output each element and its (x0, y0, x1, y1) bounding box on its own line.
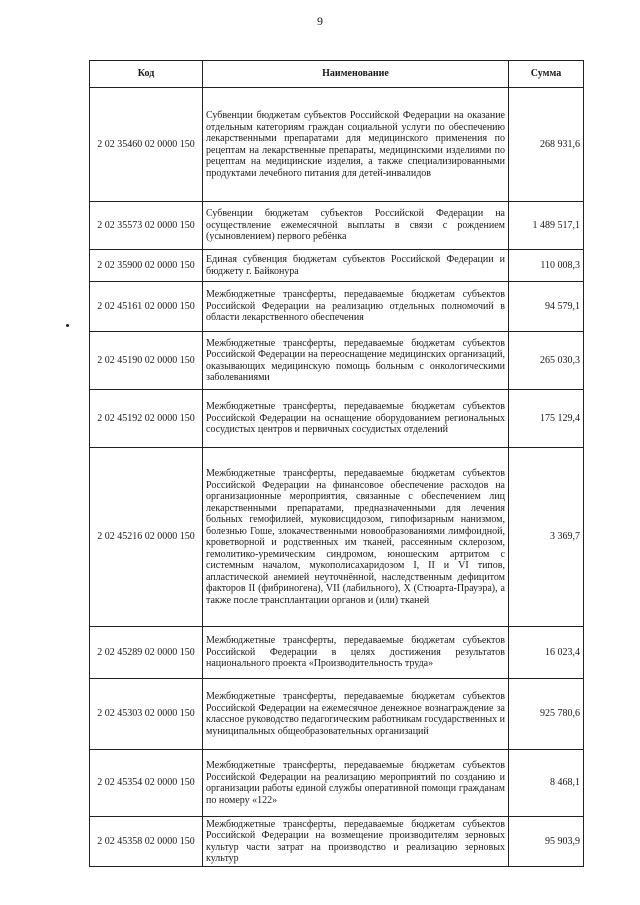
scan-artifact-dot (66, 324, 69, 327)
table-row (90, 88, 584, 202)
header-row (90, 61, 584, 88)
row-sum: 16 023,4 (509, 627, 584, 679)
row-code: 2 02 45354 02 0000 150 (90, 750, 203, 817)
table-row (90, 250, 584, 282)
table-row (90, 282, 584, 332)
row-code: 2 02 45192 02 0000 150 (90, 390, 203, 448)
column-header-sum: Сумма (509, 61, 584, 88)
table-row (90, 332, 584, 390)
page-number: 9 (317, 14, 323, 28)
row-sum: 268 931,6 (509, 88, 584, 202)
row-code: 2 02 45303 02 0000 150 (90, 679, 203, 750)
row-code: 2 02 35460 02 0000 150 (90, 88, 203, 202)
column-header-name: Наименование (203, 61, 509, 88)
row-name: Субвенции бюджетам субъектов Российской Федерации на осуществление ежемесячной выплаты в связи с рождением (усыновлением) первого ребёнка (203, 202, 509, 250)
row-name: Межбюджетные трансферты, передаваемые бюджетам субъектов Российской Федерации на финансовое обеспечение расходов на организационные мероприятия, связанные с обеспечением лиц лекарственными препаратами, предназначенными для лечения больных гемофилией, муковисцидозом, гипофизарным нанизмом, болезнью Гоше, злокачественными новообразованиями лимфоидной, кроветворной и родственных им тканей, рассеянным склерозом, гемолитико-уремическим синдромом, юношеским артритом с системным началом, мукополисахаридозом I, II и VI типов, апластической анемией неуточнённой, наследственным дефицитом факторов II (фибриногена), VII (лабильного), X (Стюарта-Прауэра), а также после трансплантации органов и (или) тканей (203, 448, 509, 627)
row-sum: 175 129,4 (509, 390, 584, 448)
row-sum: 94 579,1 (509, 282, 584, 332)
table-row (90, 750, 584, 817)
row-name: Межбюджетные трансферты, передаваемые бюджетам субъектов Российской Федерации в целях достижения результатов национального проекта «Производительность труда» (203, 627, 509, 679)
table-row (90, 817, 584, 867)
row-code: 2 02 35900 02 0000 150 (90, 250, 203, 282)
row-sum: 3 369,7 (509, 448, 584, 627)
row-name: Межбюджетные трансферты, передаваемые бюджетам субъектов Российской Федерации на реализацию мероприятий по созданию и организации работы единой службы оперативной помощи гражданам по номеру «122» (203, 750, 509, 817)
row-name: Межбюджетные трансферты, передаваемые бюджетам субъектов Российской Федерации на переоснащение медицинских организаций, оказывающих медицинскую помощь больным с онкологическими заболеваниями (203, 332, 509, 390)
row-name: Межбюджетные трансферты, передаваемые бюджетам субъектов Российской Федерации на реализацию отдельных полномочий в области лекарственного обеспечения (203, 282, 509, 332)
row-code: 2 02 45358 02 0000 150 (90, 817, 203, 867)
table-row (90, 448, 584, 627)
column-header-code: Код (90, 61, 203, 88)
table-row (90, 390, 584, 448)
row-sum: 110 008,3 (509, 250, 584, 282)
table-row (90, 627, 584, 679)
table-header (90, 61, 584, 88)
row-code: 2 02 45216 02 0000 150 (90, 448, 203, 627)
row-sum: 8 468,1 (509, 750, 584, 817)
budget-table (89, 60, 584, 867)
row-sum: 265 030,3 (509, 332, 584, 390)
table-body (90, 88, 584, 867)
row-name: Межбюджетные трансферты, передаваемые бюджетам субъектов Российской Федерации на ежемесячное денежное вознаграждение за классное руководство педагогическим работникам государственных и муниципальных общеобразовательных организаций (203, 679, 509, 750)
table-row (90, 679, 584, 750)
row-sum: 1 489 517,1 (509, 202, 584, 250)
row-code: 2 02 35573 02 0000 150 (90, 202, 203, 250)
row-name: Единая субвенция бюджетам субъектов Российской Федерации и бюджету г. Байконура (203, 250, 509, 282)
row-code: 2 02 45190 02 0000 150 (90, 332, 203, 390)
table-row (90, 202, 584, 250)
row-code: 2 02 45289 02 0000 150 (90, 627, 203, 679)
row-name: Межбюджетные трансферты, передаваемые бюджетам субъектов Российской Федерации на возмещение производителям зерновых культур части затрат на производство и реализацию зерновых культур (203, 817, 509, 867)
row-name: Межбюджетные трансферты, передаваемые бюджетам субъектов Российской Федерации на оснащение оборудованием региональных сосудистых центров и первичных сосудистых отделений (203, 390, 509, 448)
row-code: 2 02 45161 02 0000 150 (90, 282, 203, 332)
row-sum: 925 780,6 (509, 679, 584, 750)
row-name: Субвенции бюджетам субъектов Российской Федерации на оказание отдельным категориям граждан социальной услуги по обеспечению лекарственными препаратами для медицинского применения по рецептам на лекарственные препараты, медицинскими изделиями по рецептам на медицинские изделия, а также специализированными продуктами лечебного питания для детей-инвалидов (203, 88, 509, 202)
row-sum: 95 903,9 (509, 817, 584, 867)
